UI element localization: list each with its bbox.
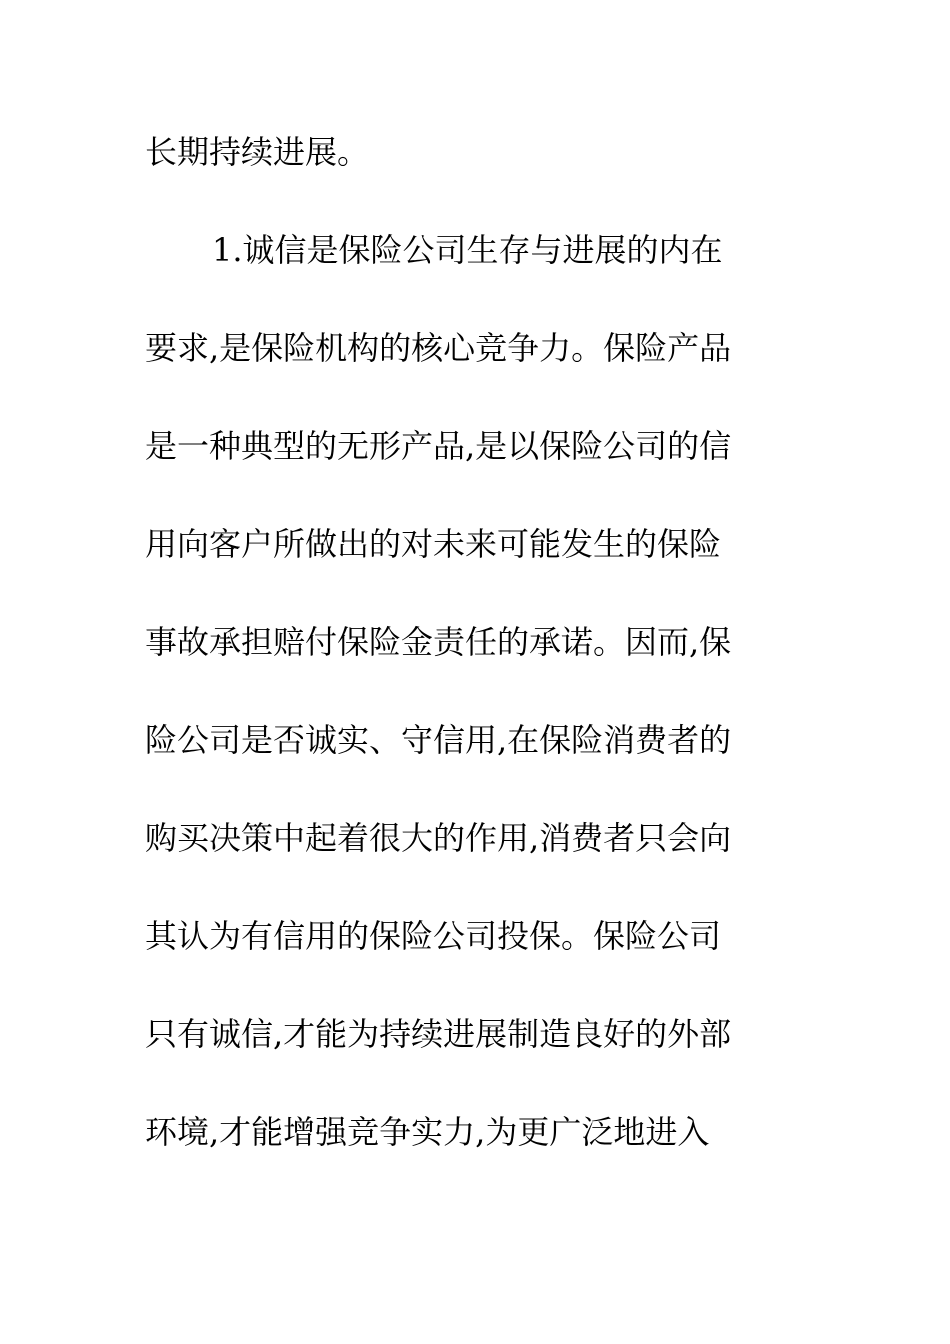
paragraph-line: 要求,是保险机构的核心竞争力。保险产品: [145, 329, 732, 367]
paragraph-line: 长期持续进展。: [145, 133, 370, 171]
paragraph-line: 其认为有信用的保险公司投保。保险公司: [145, 917, 722, 955]
paragraph-line: 购买决策中起着很大的作用,消费者只会向: [145, 819, 732, 857]
paragraph-line: 是一种典型的无形产品,是以保险公司的信: [145, 427, 732, 465]
paragraph-line: 险公司是否诚实、守信用,在保险消费者的: [145, 721, 732, 759]
paragraph-line: 事故承担赔付保险金责任的承诺。因而,保: [145, 623, 732, 661]
paragraph-line: 1.诚信是保险公司生存与进展的内在: [212, 231, 723, 269]
paragraph-line: 环境,才能增强竞争实力,为更广泛地进入: [145, 1113, 710, 1151]
paragraph-line: 只有诚信,才能为持续进展制造良好的外部: [145, 1015, 732, 1053]
paragraph-line: 用向客户所做出的对未来可能发生的保险: [145, 525, 722, 563]
